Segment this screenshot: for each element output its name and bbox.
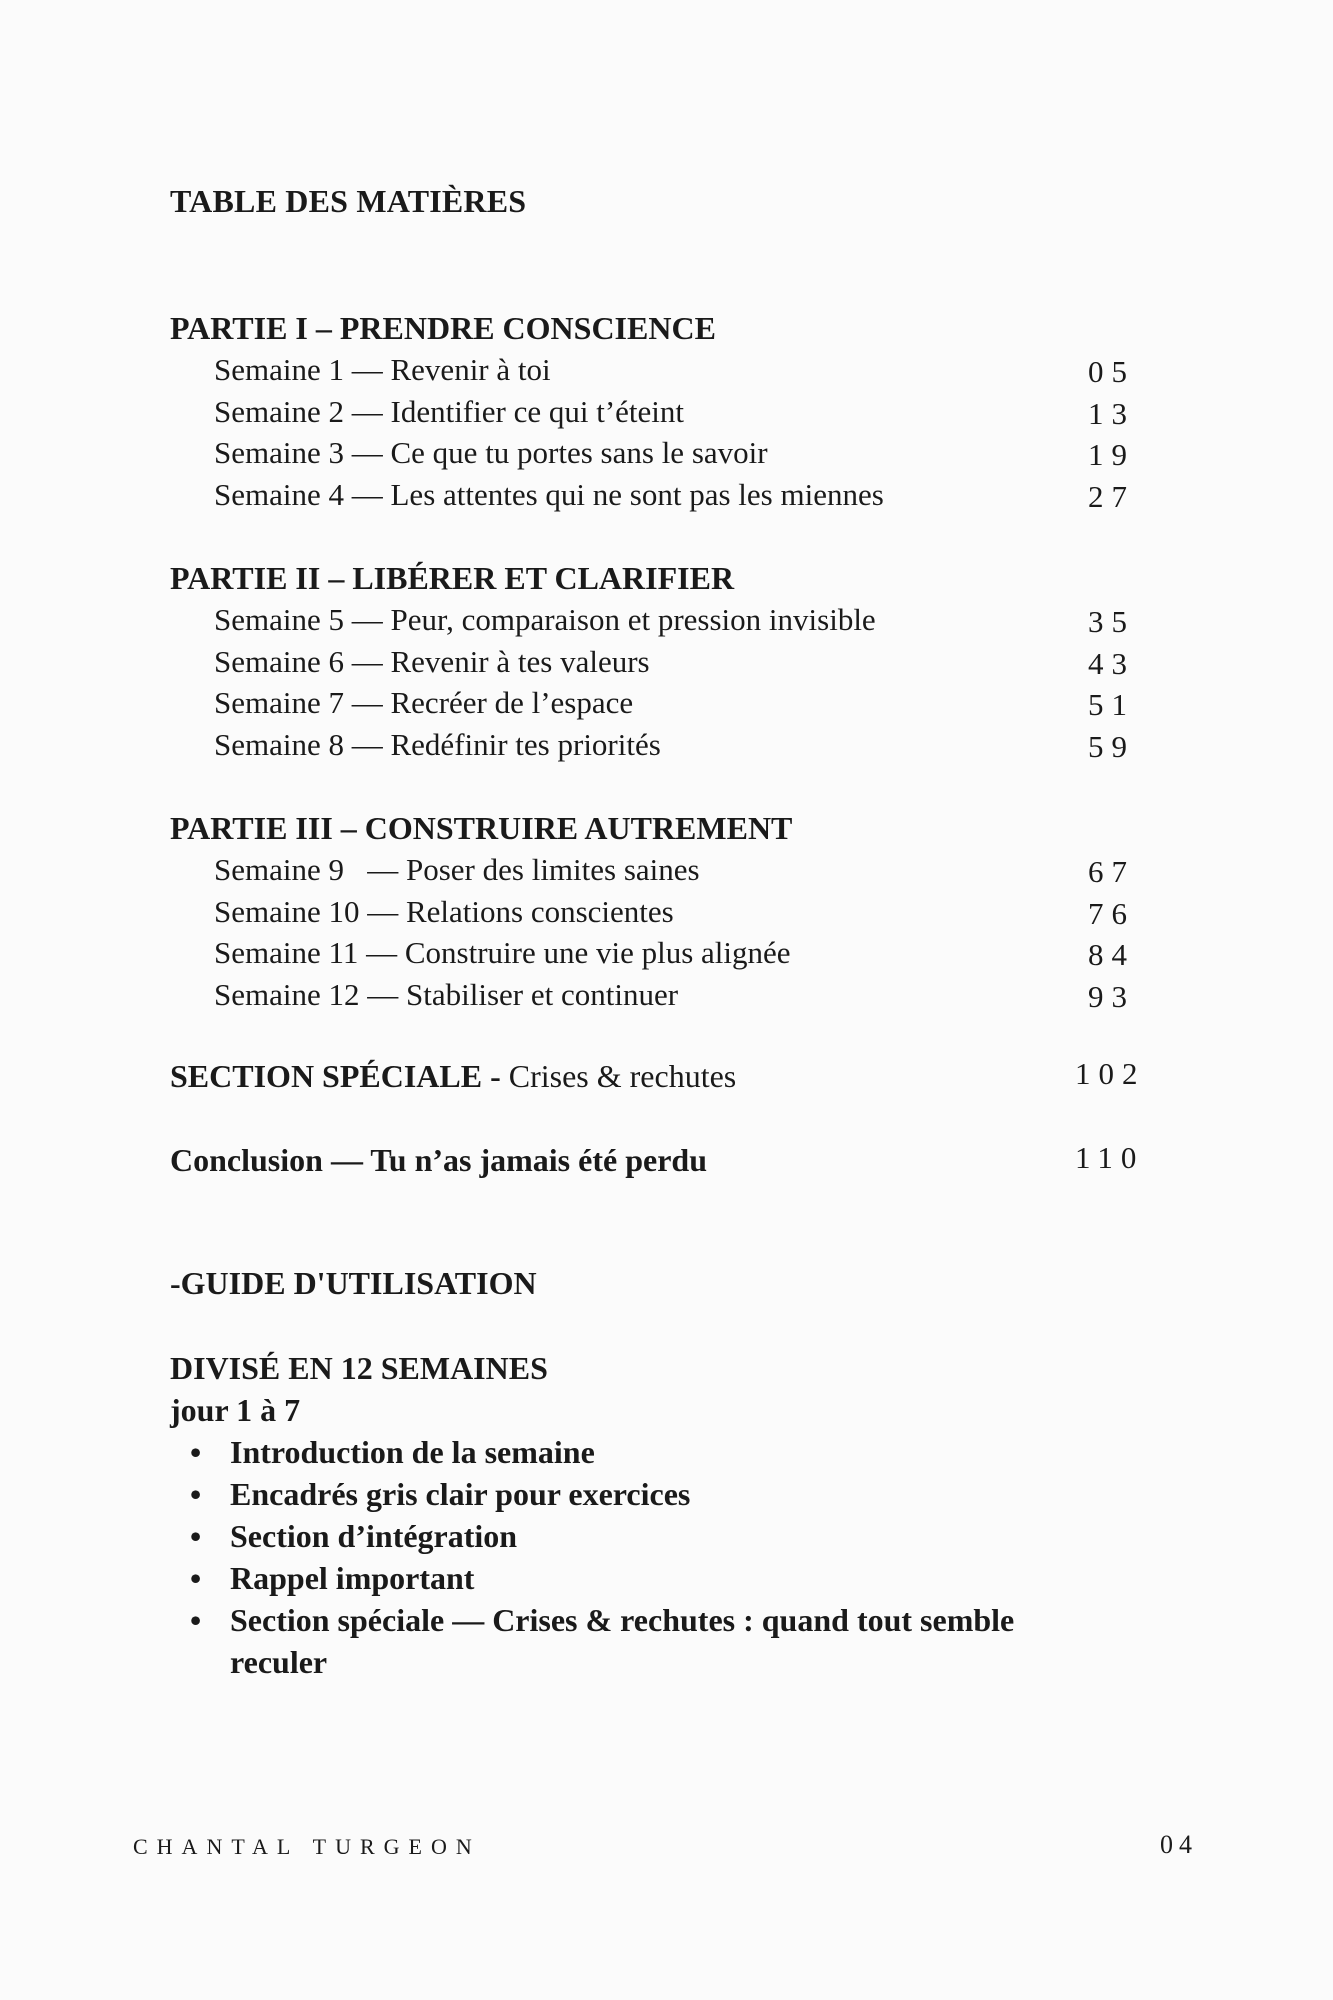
part-heading: PARTIE I – PRENDRE CONSCIENCE: [170, 310, 716, 346]
toc-entry[interactable]: [170, 932, 1170, 974]
toc-entry-page: 35: [1088, 604, 1135, 639]
footer-page-number: 04: [1160, 1830, 1198, 1859]
part-3: [170, 807, 1170, 1015]
toc-entry-label: Semaine 2 — Identifier ce qui t’éteint: [214, 393, 684, 429]
conclusion-page: 110: [1075, 1140, 1145, 1175]
toc-entry[interactable]: [170, 849, 1170, 891]
toc-entry[interactable]: [170, 974, 1170, 1016]
toc-entry[interactable]: [170, 599, 1170, 641]
toc-entry-page: 27: [1088, 478, 1135, 514]
toc-entry-label: Semaine 3 — Ce que tu portes sans le savoir: [214, 435, 768, 470]
toc-entry-label: Semaine 1 — Revenir à toi: [214, 352, 551, 387]
toc-entry[interactable]: [170, 724, 1170, 766]
part-heading: PARTIE II – LIBÉRER ET CLARIFIER: [170, 560, 735, 596]
special-section-text: Crises & rechutes: [500, 1058, 737, 1094]
guide-list: [190, 1431, 1050, 1683]
guide-title: -GUIDE D'UTILISATION: [170, 1265, 537, 1301]
toc-entry-page: 13: [1088, 395, 1135, 431]
guide-subtitle: DIVISÉ EN 12 SEMAINES: [170, 1350, 548, 1386]
guide-list-item: • Encadrés gris clair pour exercices: [190, 1473, 1050, 1515]
toc-entry-page: 76: [1088, 895, 1135, 931]
toc-entry-page: 05: [1088, 354, 1135, 389]
toc-entry[interactable]: [170, 432, 1170, 474]
guide-list-item: • Introduction de la semaine: [190, 1431, 1050, 1473]
toc-entry-page: 19: [1088, 437, 1135, 472]
page-title: TABLE DES MATIÈRES: [170, 183, 527, 219]
toc-entry-page: 59: [1088, 728, 1135, 764]
toc-entry-label: Semaine 4 — Les attentes qui ne sont pas les miennes: [214, 476, 884, 512]
special-section-entry[interactable]: [170, 1058, 736, 1095]
toc-entry-page: 67: [1088, 854, 1135, 889]
toc-entry-page: 93: [1088, 978, 1135, 1014]
footer-author: CHANTAL TURGEON: [133, 1834, 481, 1859]
toc-entry-label: Semaine 8 — Redéfinir tes priorités: [214, 726, 661, 762]
special-section-label: SECTION SPÉCIALE -: [170, 1058, 501, 1094]
toc-entry-label: Semaine 7 — Recréer de l’espace: [214, 685, 634, 720]
guide-days: jour 1 à 7: [170, 1392, 301, 1428]
toc-entry-label: Semaine 10 — Relations conscientes: [214, 893, 674, 929]
toc-entry-label: Semaine 6 — Revenir à tes valeurs: [214, 643, 650, 679]
toc-entry-label: Semaine 5 — Peur, comparaison et pression invisible: [214, 602, 876, 637]
toc-entry[interactable]: [170, 682, 1170, 724]
toc-entry-page: 84: [1088, 937, 1135, 972]
part-1: [170, 307, 1170, 515]
toc-entry-label: Semaine 12 — Stabiliser et continuer: [214, 976, 679, 1012]
guide-list-item: • Rappel important: [190, 1557, 1050, 1599]
toc-entry[interactable]: [170, 349, 1170, 391]
toc-entry[interactable]: [170, 641, 1170, 683]
conclusion-entry[interactable]: Conclusion — Tu n’as jamais été perdu: [170, 1142, 707, 1178]
guide-list-item: • Section d’intégration: [190, 1515, 1050, 1557]
toc-entry-label: Semaine 9 — Poser des limites saines: [214, 852, 700, 887]
toc-entry[interactable]: [170, 474, 1170, 516]
toc-entry[interactable]: [170, 391, 1170, 433]
toc-entry[interactable]: [170, 891, 1170, 933]
toc-entry-page: 43: [1088, 645, 1135, 681]
part-heading: PARTIE III – CONSTRUIRE AUTREMENT: [170, 810, 793, 846]
special-section-page: 102: [1075, 1056, 1146, 1091]
guide-list-item: • Section spéciale — Crises & rechutes : quand tout semble reculer: [190, 1599, 1050, 1683]
toc-entry-page: 51: [1088, 687, 1135, 722]
part-2: [170, 557, 1170, 765]
toc-entry-label: Semaine 11 — Construire une vie plus alignée: [214, 935, 791, 970]
